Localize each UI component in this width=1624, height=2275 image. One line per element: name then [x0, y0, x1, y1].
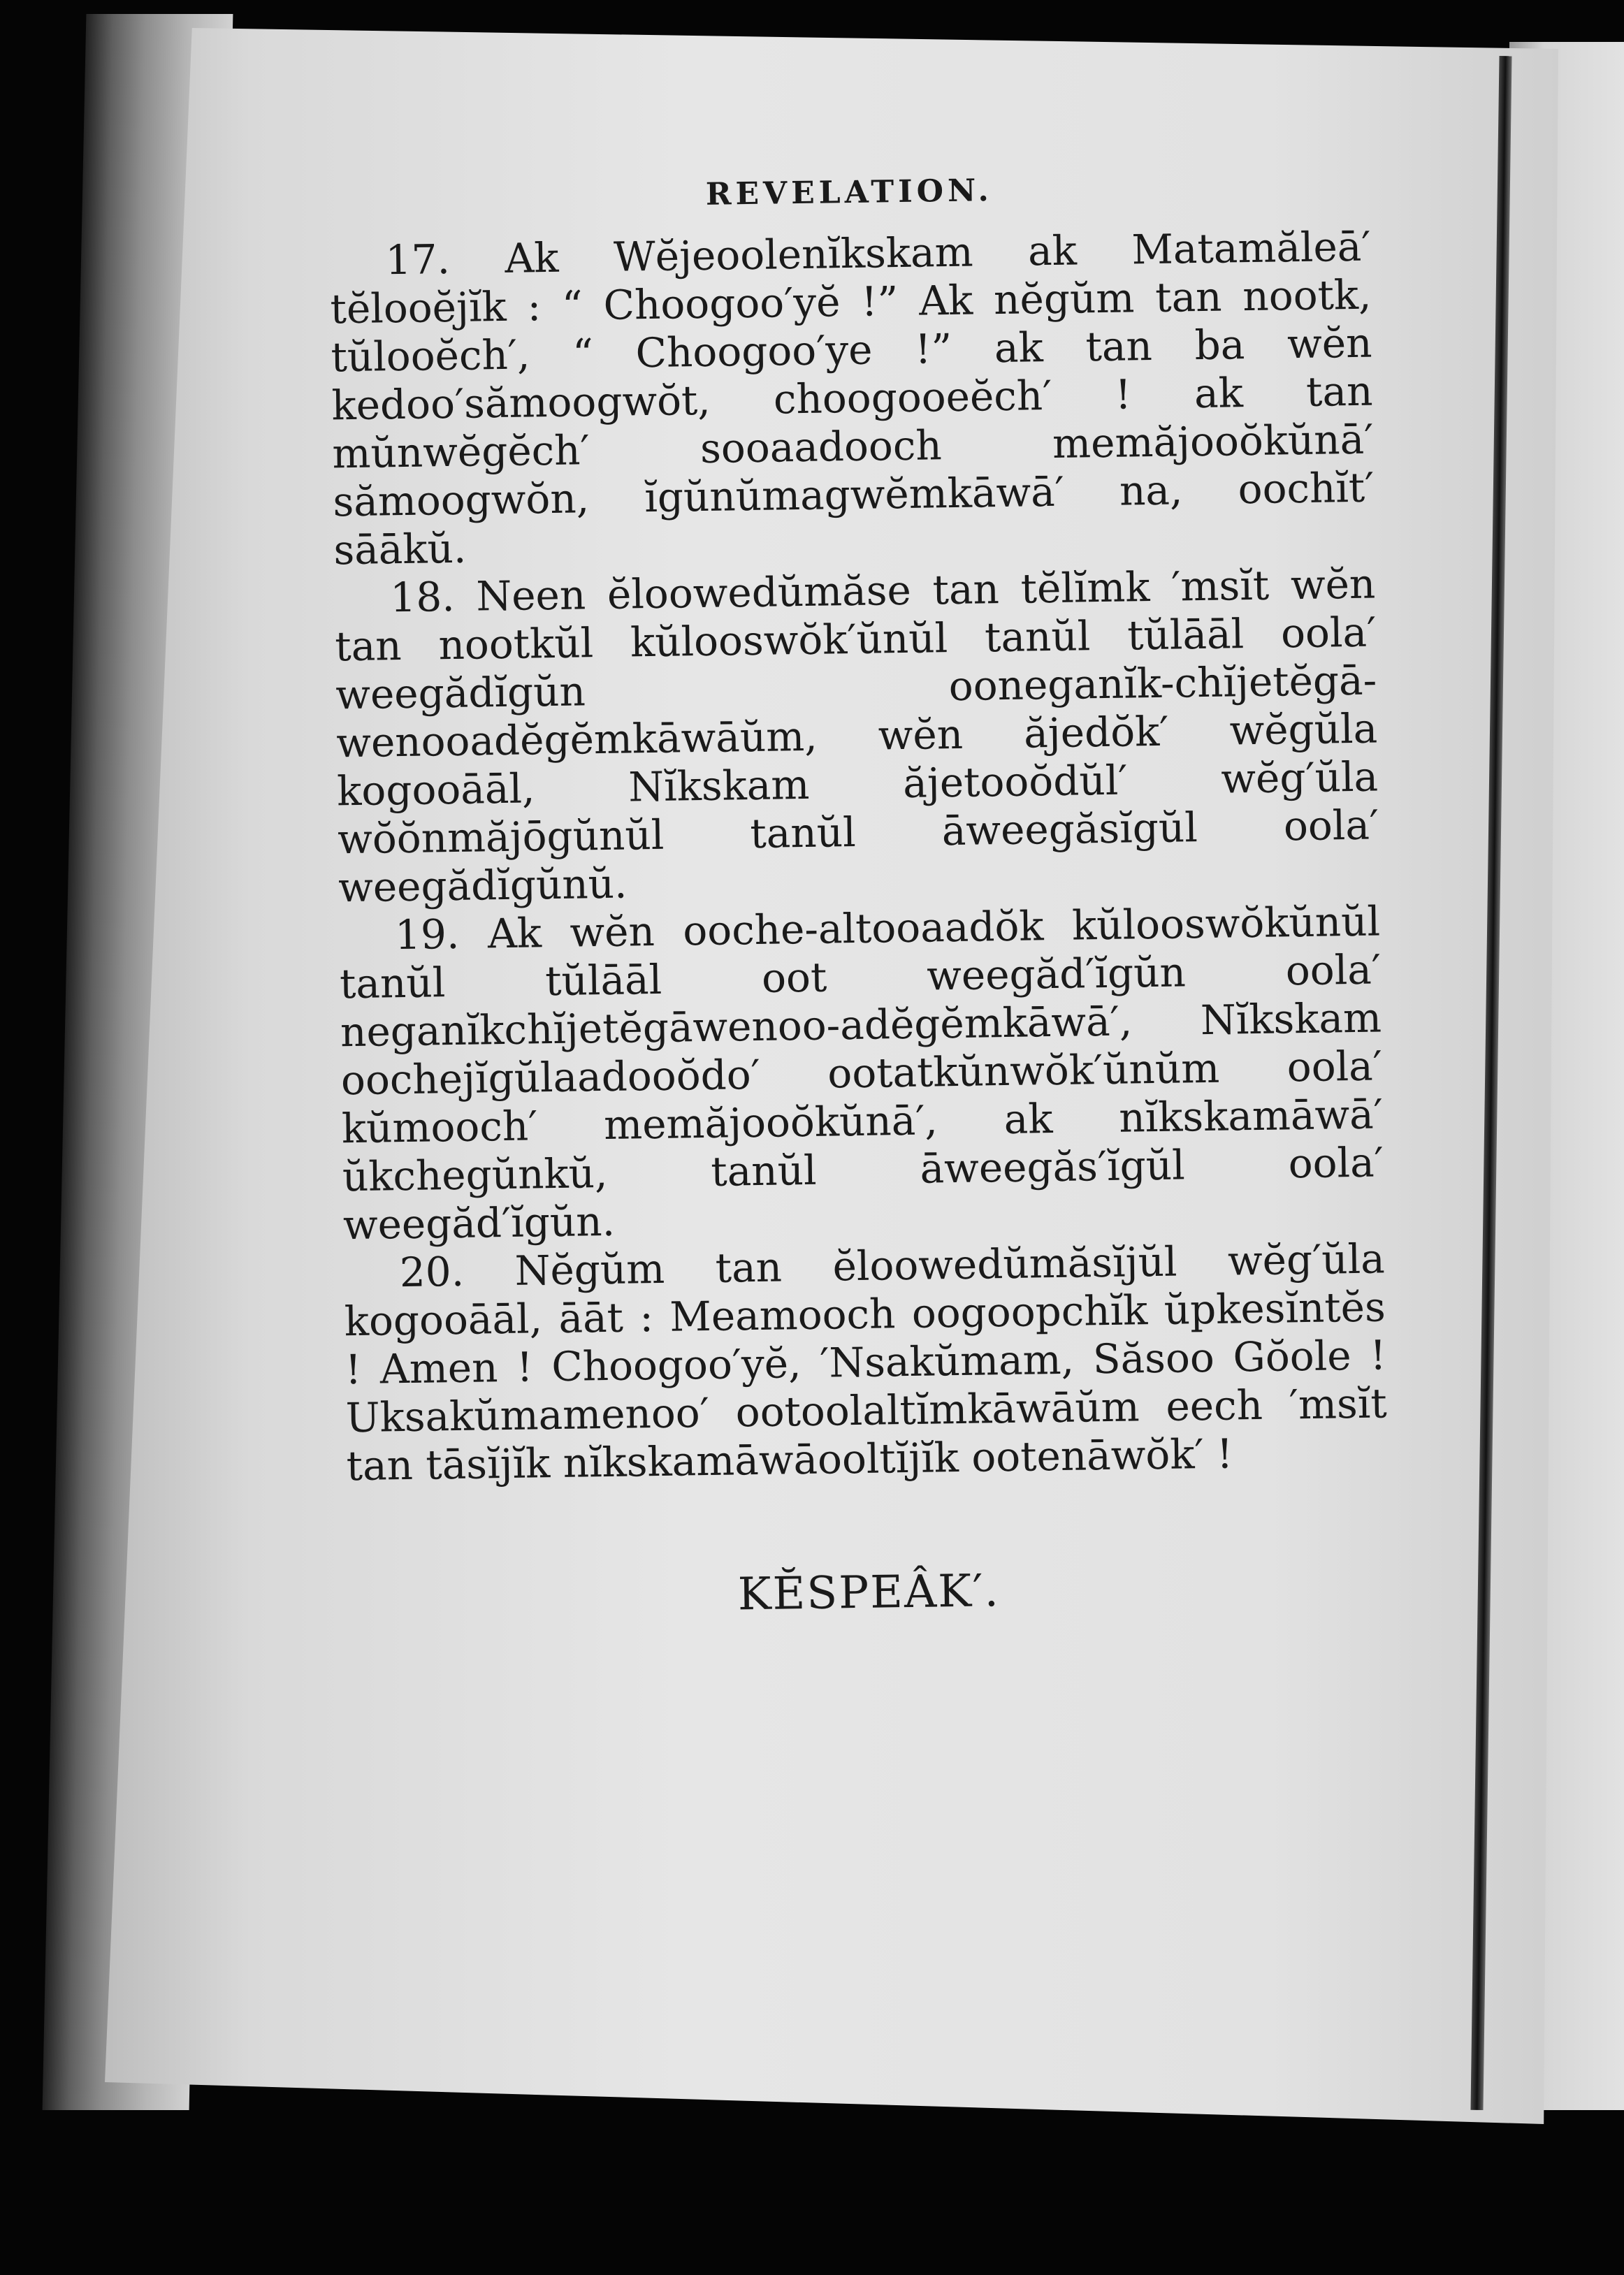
verse-19 [339, 897, 1385, 1249]
verse-text: Ak Wĕjeoolenĭkskam ak Matamăleā′ tĕlooĕjĭk : “ Choogoo′yĕ !” Ak nĕgŭm tan nootk, tŭlooĕch′, “ Choogoo′ye !” ak tan ba wĕn kedoo′sămoogwŏt, choogooeĕch′ ! ak tan mŭnwĕgĕch′ sooaadooch memăjooŏkŭnā′ sămoogwŏn, ĭgŭnŭmagwĕmkāwā′ na, oochĭt′ sāākŭ. [330, 222, 1375, 574]
verse-number: 18. [389, 572, 456, 622]
verse-text: Nĕgŭm tan ĕloowedŭmăsĭjŭl wĕg′ŭla kogooāāl, āāt : Meamooch oogoopchĭk ŭpkesĭntĕs ! Amen ! Choogoo′yĕ, ′Nsakŭmam, Săsoo Gŏole ! Uksakŭmamenoo′ ootoolaltĭmkāwāŭm eech ′msĭt tan tāsĭjĭk nĭkskamāwāooltĭjĭk ootenāwŏk′ ! [344, 1235, 1388, 1490]
verse-text: Ak wĕn ooche-altooaadŏk kŭlooswŏkŭnŭl tanŭl tŭlāāl oot weegăd′ĭgŭn oola′ neganĭkchĭjetĕgāwenoo-adĕgĕmkāwā′, Nĭkskam oochejĭgŭlaadooŏdo′ ootatkŭnwŏk′ŭnŭm oola′ kŭmooch′ memăjooŏkŭnā′, ak nĭkskamāwā′ ŭkchegŭnkŭ, tanŭl āweegăs′ĭgŭl oola′ weegăd′ĭgŭn. [339, 897, 1384, 1249]
verse-number: 20. [399, 1247, 465, 1297]
page-text [328, 168, 1390, 1650]
verse-18 [334, 560, 1380, 913]
running-head: REVELATION. [705, 173, 994, 212]
verse-17 [329, 223, 1375, 575]
colophon: KĔSPEÂK′. [737, 1565, 1001, 1621]
verse-number: 19. [394, 910, 460, 959]
verse-20 [343, 1235, 1388, 1490]
verse-number: 17. [385, 235, 451, 284]
verse-text: Neen ĕloowedŭmăse tan tĕlĭmk ′msĭt wĕn tan nootkŭl kŭlooswŏk′ŭnŭl tanŭl tŭlāāl oola′ weegădĭgŭn ooneganĭk-chĭjetĕgā-wenooadĕgĕmkāwāŭm, wĕn ăjedŏk′ wĕgŭla kogooāāl, Nĭkskam ăjetooŏdŭl′ wĕg′ŭla wŏŏnmăjōgŭnŭl tanŭl āweegăsĭgŭl oola′ weegădĭgŭnŭ. [334, 560, 1379, 912]
